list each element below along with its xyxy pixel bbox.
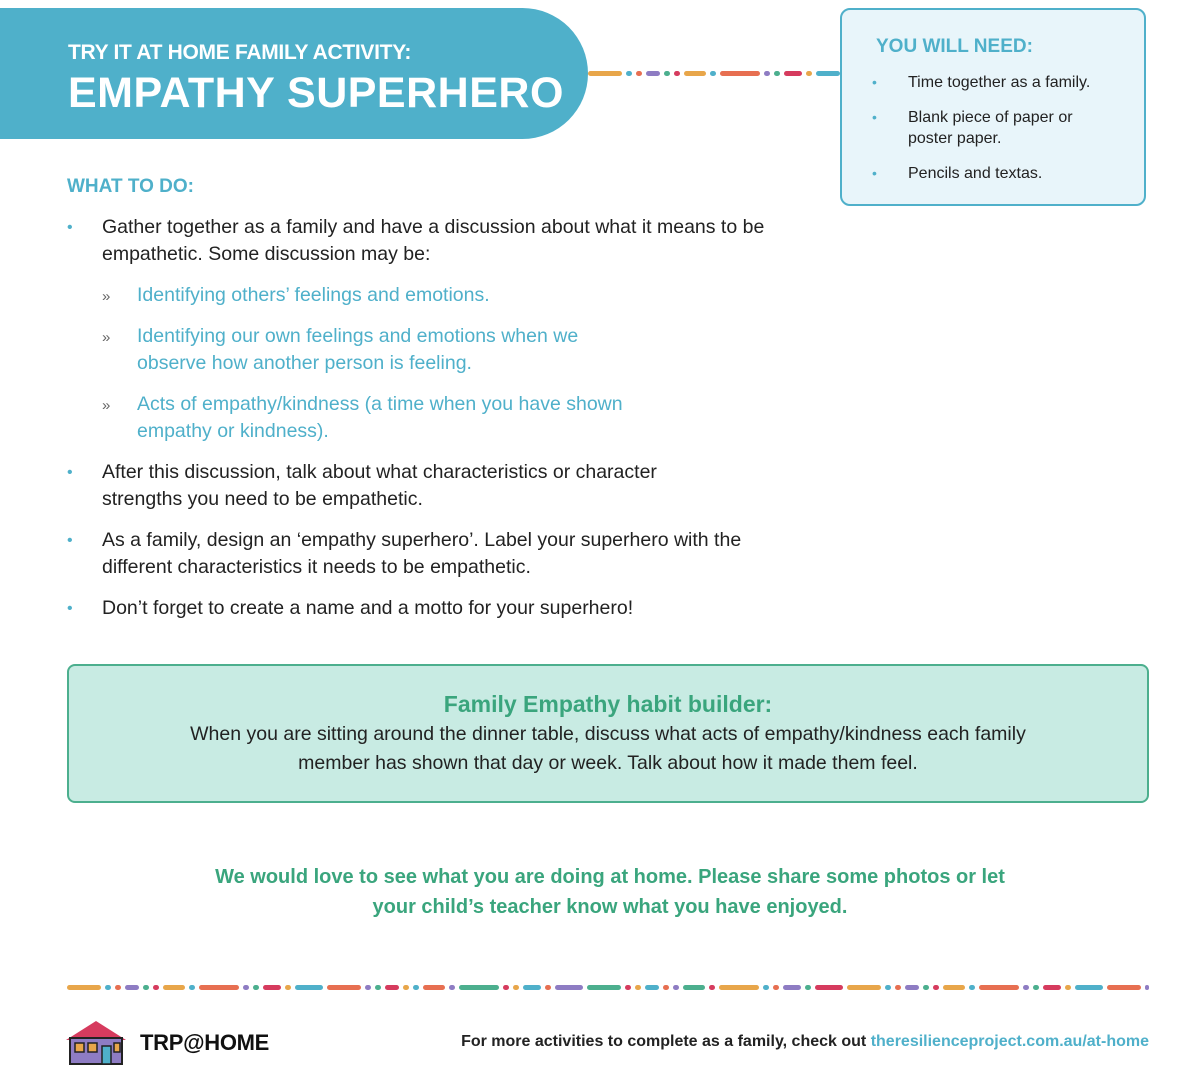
dash-segment xyxy=(805,985,811,990)
house-icon xyxy=(62,1018,130,1066)
dash-segment xyxy=(635,985,641,990)
activity-kicker: TRY IT AT HOME FAMILY ACTIVITY: xyxy=(68,41,412,64)
dash-segment xyxy=(773,985,779,990)
dash-segment xyxy=(645,985,659,990)
dash-segment xyxy=(199,985,239,990)
dash-segment xyxy=(115,985,121,990)
page-title: EMPATHY SUPERHERO xyxy=(68,69,564,117)
dash-segment xyxy=(895,985,901,990)
dash-segment xyxy=(673,985,679,990)
dash-segment xyxy=(636,71,642,76)
dash-segment xyxy=(720,71,760,76)
dash-segment xyxy=(263,985,281,990)
dash-segment xyxy=(709,985,715,990)
dash-segment xyxy=(943,985,965,990)
dash-segment xyxy=(545,985,551,990)
dash-segment xyxy=(763,985,769,990)
bottom-decorative-dashes xyxy=(67,985,1149,990)
dash-segment xyxy=(626,71,632,76)
dash-segment xyxy=(423,985,445,990)
title-banner xyxy=(0,8,588,139)
dash-segment xyxy=(513,985,519,990)
dash-segment xyxy=(969,985,975,990)
footer-label: For more activities to complete as a family, check out xyxy=(461,1033,871,1050)
dash-segment xyxy=(806,71,812,76)
step-item xyxy=(67,214,787,445)
top-decorative-dashes xyxy=(588,71,840,76)
sub-item: » Acts of empathy/kindness (a time when you have shown empathy or kindness). xyxy=(102,391,657,445)
dash-segment xyxy=(449,985,455,990)
habit-body: When you are sitting around the dinner table, discuss what acts of empathy/kindness each family member has shown that day or week. Talk about how it made them feel. xyxy=(190,723,1026,774)
dash-segment xyxy=(664,71,670,76)
dash-segment xyxy=(459,985,499,990)
dash-segment xyxy=(683,985,705,990)
dash-segment xyxy=(243,985,249,990)
dash-segment xyxy=(403,985,409,990)
brand-name: TRP@HOME xyxy=(140,1030,270,1055)
dash-segment xyxy=(385,985,399,990)
need-title: YOU WILL NEED: xyxy=(876,36,1033,57)
dash-segment xyxy=(663,985,669,990)
step-text: Gather together as a family and have a discussion about what it means to be empathetic. Some discussion may be: xyxy=(102,216,765,265)
dash-segment xyxy=(1145,985,1149,990)
habit-title: Family Empathy habit builder: xyxy=(443,691,773,717)
dash-segment xyxy=(979,985,1019,990)
dash-segment xyxy=(375,985,381,990)
footer-text xyxy=(461,1033,1149,1051)
dash-segment xyxy=(923,985,929,990)
dash-segment xyxy=(1043,985,1061,990)
need-item: • Blank piece of paper or poster paper. xyxy=(870,107,1120,149)
dash-segment xyxy=(125,985,139,990)
footer-link[interactable]: theresilienceproject.com.au/at-home xyxy=(870,1033,1149,1050)
dash-segment xyxy=(684,71,706,76)
step-item: • After this discussion, talk about what characteristics or character strengths you need to be empathetic. xyxy=(67,459,742,513)
dash-segment xyxy=(774,71,780,76)
dash-segment xyxy=(625,985,631,990)
dash-segment xyxy=(933,985,939,990)
discussion-sublist xyxy=(102,282,787,445)
dash-segment xyxy=(1075,985,1103,990)
dash-segment xyxy=(105,985,111,990)
sub-item: » Identifying our own feelings and emotions when we observe how another person is feeling. xyxy=(102,323,617,377)
dash-segment xyxy=(365,985,371,990)
step-item: • As a family, design an ‘empathy superhero’. Label your superhero with the different characteristics it needs to be empathetic. xyxy=(67,527,787,581)
steps-list xyxy=(67,214,787,636)
dash-segment xyxy=(588,71,622,76)
habit-builder-box xyxy=(67,664,1149,803)
dash-segment xyxy=(905,985,919,990)
dash-segment xyxy=(1107,985,1141,990)
need-item: • Time together as a family. xyxy=(870,72,1120,93)
dash-segment xyxy=(143,985,149,990)
share-message: We would love to see what you are doing at home. Please share some photos or let your child’s teacher know what you have enjoyed. xyxy=(215,866,1005,918)
dash-segment xyxy=(815,985,843,990)
dash-segment xyxy=(885,985,891,990)
dash-segment xyxy=(674,71,680,76)
dash-segment xyxy=(67,985,101,990)
need-list xyxy=(870,72,1120,198)
dash-segment xyxy=(847,985,881,990)
dash-segment xyxy=(1023,985,1029,990)
dash-segment xyxy=(1033,985,1039,990)
dash-segment xyxy=(503,985,509,990)
what-to-do-title: WHAT TO DO: xyxy=(67,176,194,197)
dash-segment xyxy=(587,985,621,990)
dash-segment xyxy=(285,985,291,990)
dash-segment xyxy=(764,71,770,76)
you-will-need-box xyxy=(840,8,1146,206)
dash-segment xyxy=(555,985,583,990)
dash-segment xyxy=(253,985,259,990)
sub-item: » Identifying others’ feelings and emotions. xyxy=(102,282,787,309)
dash-segment xyxy=(784,71,802,76)
dash-segment xyxy=(710,71,716,76)
dash-segment xyxy=(327,985,361,990)
dash-segment xyxy=(816,71,840,76)
dash-segment xyxy=(413,985,419,990)
dash-segment xyxy=(646,71,660,76)
dash-segment xyxy=(783,985,801,990)
dash-segment xyxy=(189,985,195,990)
need-item: • Pencils and textas. xyxy=(870,163,1120,184)
dash-segment xyxy=(523,985,541,990)
step-item: • Don’t forget to create a name and a motto for your superhero! xyxy=(67,595,787,622)
dash-segment xyxy=(295,985,323,990)
dash-segment xyxy=(1065,985,1071,990)
dash-segment xyxy=(719,985,759,990)
dash-segment xyxy=(163,985,185,990)
dash-segment xyxy=(153,985,159,990)
